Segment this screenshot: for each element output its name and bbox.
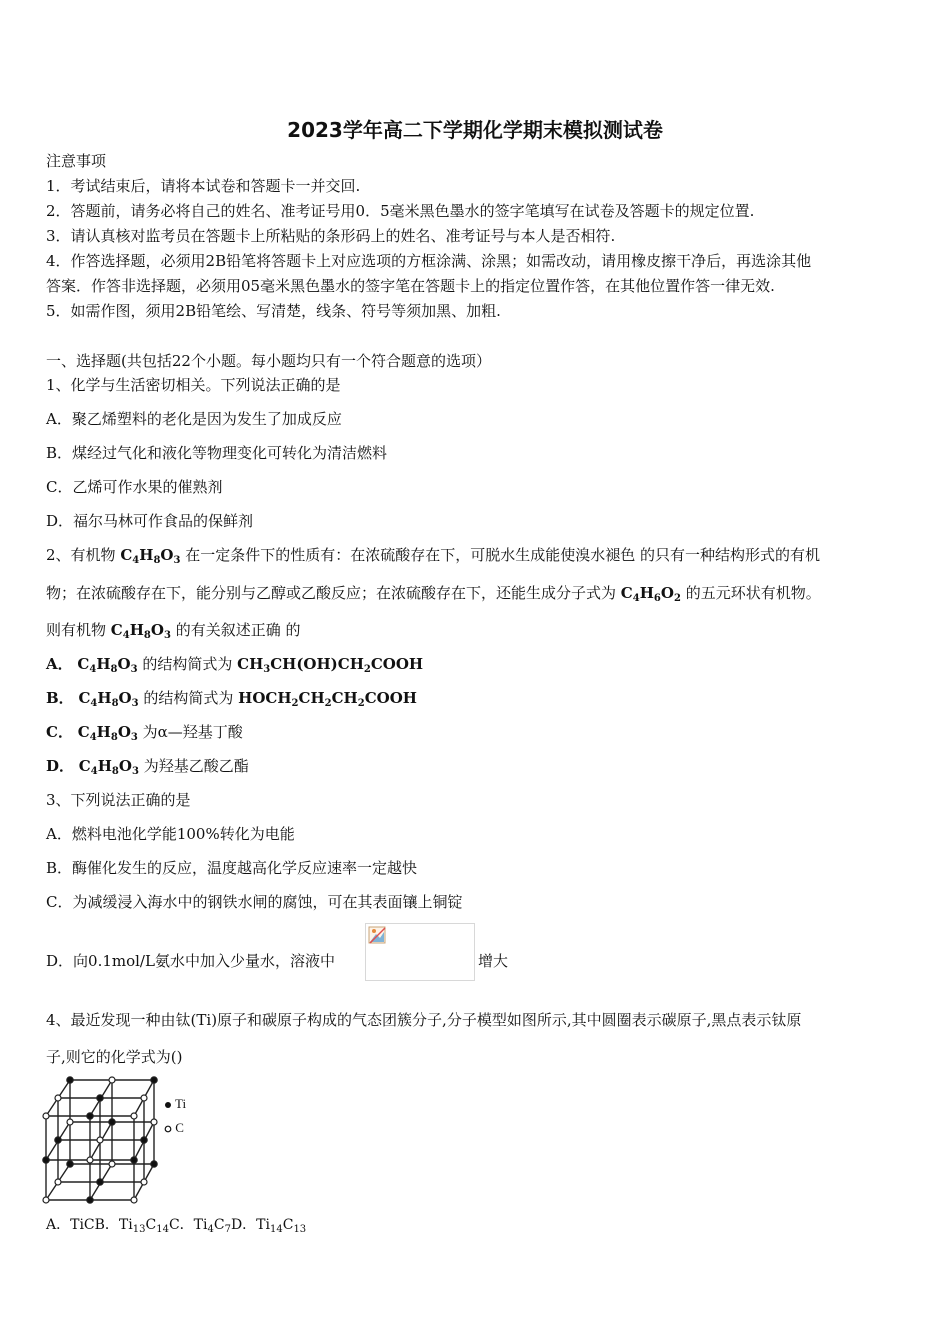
legend-c: C <box>164 1120 184 1136</box>
q2-stem-line2: 物；在浓硫酸存在下，能分别与乙醇或乙酸反应；在浓硫酸存在下，还能生成分子式为 $C_4H_6O_2$ 的五元环状有机物。 <box>46 584 821 604</box>
broken-image-placeholder <box>365 923 475 981</box>
notice-item: 5．如需作图，须用2B铅笔绘、写清楚，线条、符号等须加黑、加粗. <box>46 302 501 320</box>
q2-option-c: C． $C_4H_8O_3$ 为α—羟基丁酸 <box>46 723 243 743</box>
page-title: 2023学年高二下学期化学期末模拟测试卷 <box>287 118 663 142</box>
q1-stem: 1、化学与生活密切相关。下列说法正确的是 <box>46 376 341 394</box>
q1-option-b: B．煤经过气化和液化等物理变化可转化为清洁燃料 <box>46 444 388 462</box>
q2-option-a: A． $C_4H_8O_3$ 的结构简式为 $CH_3CH(OH)CH_2COOH$ <box>46 655 424 675</box>
q2-stem-line1: 2、有机物 $C_4H_8O_3$ 在一定条件下的性质有：在浓硫酸存在下，可脱水生成能使溴水褪色 的只有一种结构形式的有机 <box>46 546 821 566</box>
filled-dot-icon <box>164 1101 172 1109</box>
notice-item: 2．答题前，请务必将自己的姓名、准考证号用0．5毫米黑色墨水的签字笔填写在试卷及答题卡的规定位置. <box>46 202 755 220</box>
broken-image-icon <box>368 926 386 944</box>
notice-item: 4．作答选择题，必须用2B铅笔将答题卡上对应选项的方框涂满、涂黑；如需改动，请用橡皮擦干净后，再选涂其他 <box>46 252 812 270</box>
q3-stem: 3、下列说法正确的是 <box>46 791 191 809</box>
notice-heading: 注意事项 <box>46 152 107 170</box>
q2-stem-line3: 则有机物 $C_4H_8O_3$ 的有关叙述正确 的 <box>46 621 301 641</box>
q4-stem-line1: 4、最近发现一种由钛(Ti)原子和碳原子构成的气态团簇分子,分子模型如图所示,其中圆圈表示碳原子,黑点表示钛原 <box>46 1011 802 1029</box>
notice-item: 1．考试结束后，请将本试卷和答题卡一并交回. <box>46 177 361 195</box>
hollow-dot-icon <box>164 1125 172 1133</box>
q3-option-d-suffix: 增大 <box>478 952 509 970</box>
q2-option-d: D． $C_4H_8O_3$ 为羟基乙酸乙酯 <box>46 757 249 777</box>
q2-option-b: B． $C_4H_8O_3$ 的结构简式为 $HOCH_2CH_2CH_2COOH$ <box>46 689 417 709</box>
q1-option-c: C．乙烯可作水果的催熟剂 <box>46 478 223 496</box>
q1-option-a: A．聚乙烯塑料的老化是因为发生了加成反应 <box>46 410 342 428</box>
section-heading: 一、选择题(共包括22个小题。每小题均只有一个符合题意的选项） <box>46 352 491 370</box>
q4-stem-line2: 子,则它的化学式为() <box>46 1048 183 1066</box>
q3-option-a: A．燃料电池化学能100%转化为电能 <box>46 825 295 843</box>
q3-option-c: C．为减缓浸入海水中的钢铁水闸的腐蚀，可在其表面镶上铜锭 <box>46 893 463 911</box>
legend-ti: Ti <box>164 1096 186 1112</box>
q3-option-b: B．酶催化发生的反应，温度越高化学反应速率一定越快 <box>46 859 418 877</box>
q4-options: A．TiCB．$Ti_{13}C_{14}C$．$Ti_4C_7D$．$Ti_{14}C_{13}$ <box>46 1217 307 1235</box>
notice-item: 答案．作答非选择题，必须用05毫米黑色墨水的签字笔在答题卡上的指定位置作答，在其他位置作答一律无效. <box>46 277 775 295</box>
ti-c-cluster-diagram <box>40 1076 160 1206</box>
q1-option-d: D．福尔马林可作食品的保鲜剂 <box>46 512 254 530</box>
q3-option-d-prefix: D．向0.1mol/L氨水中加入少量水，溶液中 <box>46 952 335 970</box>
notice-item: 3．请认真核对监考员在答题卡上所粘贴的条形码上的姓名、准考证号与本人是否相符. <box>46 227 616 245</box>
